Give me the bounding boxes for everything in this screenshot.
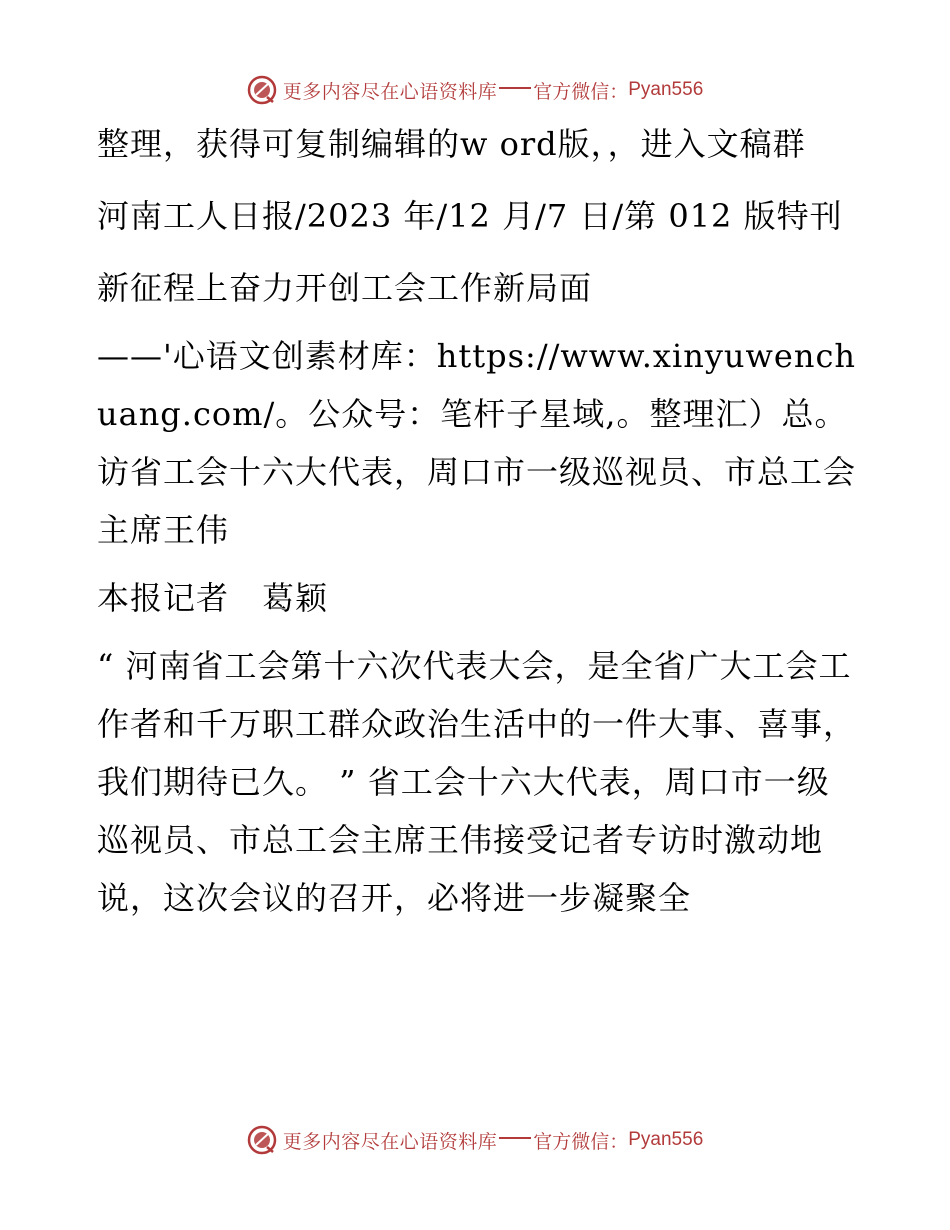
article-byline: 本报记者 葛颖	[97, 579, 329, 617]
document-body	[97, 115, 857, 927]
watermark-main-text: 更多内容尽在心语资料库	[282, 80, 498, 103]
watermark-main-text: 更多内容尽在心语资料库	[282, 1130, 498, 1153]
article-subtitle: ——'心语文创素材库：https://www.xinyuwenchuang.com/。公众号：笔杆子星域,。整理汇）总。访省工会十六大代表，周口市一级巡视员、市总工会主席王伟	[97, 337, 857, 549]
article-title: 新征程上奋力开创工会工作新局面	[97, 269, 593, 307]
watermark-wechat-id: Pyan556	[628, 1129, 704, 1150]
watermark-dash	[499, 87, 531, 89]
footer-watermark-banner	[0, 1120, 950, 1160]
watermark-wechat-id: Pyan556	[628, 79, 704, 100]
seal-logo-icon	[247, 75, 277, 105]
watermark-wechat-label: 官方微信：	[533, 80, 629, 103]
watermark-wechat-label: 官方微信：	[533, 1130, 629, 1153]
seal-logo-icon	[247, 1125, 277, 1155]
watermark-dash	[499, 1137, 531, 1139]
paragraph-source: 河南工人日报/2023 年/12 月/7 日/第 012 版特刊	[97, 197, 843, 235]
header-watermark-banner	[0, 70, 950, 110]
article-body-paragraph: “ 河南省工会第十六次代表大会，是全省广大工会工作者和千万职工群众政治生活中的一件大事、喜事，我们期待已久。 ” 省工会十六大代表，周口市一级巡视员、市总工会主席王伟接受记者专访时激动地说，这次会议的召开，必将进一步凝聚全	[97, 647, 857, 917]
paragraph-intro: 整理，获得可复制编辑的w ord版，，进入文稿群	[97, 125, 806, 163]
